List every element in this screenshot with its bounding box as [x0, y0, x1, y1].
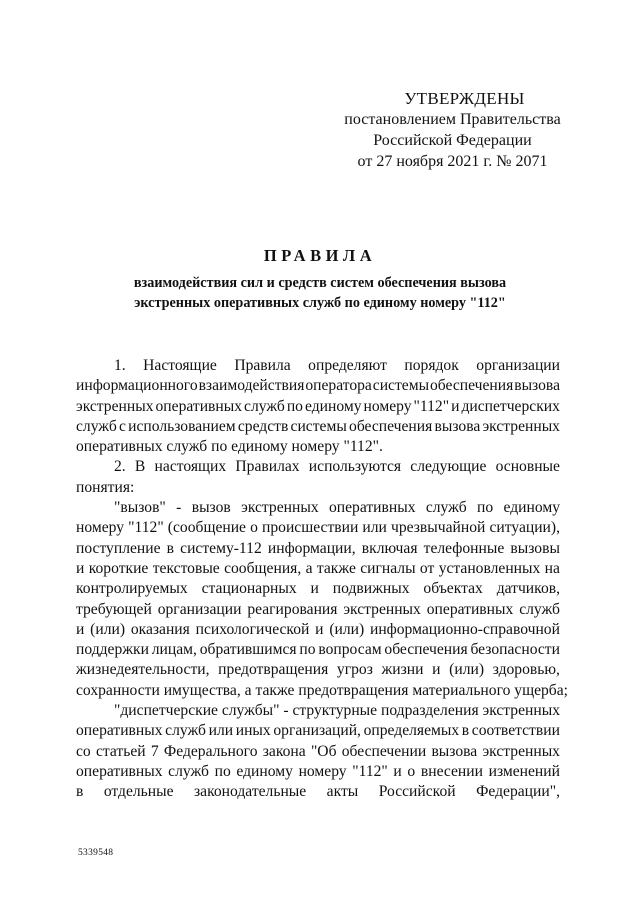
approval-block — [330, 88, 575, 172]
paragraph-line: оперативных служб или иных организаций, определяемых в соответствии — [76, 722, 560, 740]
approval-heading: УТВЕРЖДЕНЫ — [404, 89, 525, 108]
paragraph-line: и короткие текстовые сообщения, а также сигналы от установленных на — [76, 559, 560, 577]
paragraph-line: сохранности имущества, а также предотвращения материального ущерба; — [76, 681, 568, 699]
paragraph-line: требующей организации реагирования экстренных оперативных служб — [76, 600, 560, 618]
approval-date-line: от 27 ноября 2021 г. № 2071 — [357, 153, 548, 170]
paragraph-line: 2. В настоящих Правилах используются следующие основные — [114, 458, 560, 476]
paragraph-line: информационного взаимодействия оператора системы обеспечения вызова — [76, 377, 560, 395]
paragraph — [76, 701, 560, 802]
paragraph-line: со статьей 7 Федерального закона "Об обеспечении вызова экстренных — [76, 742, 560, 760]
paragraph-line: 1. Настоящие Правила определяют порядок организации — [114, 357, 560, 374]
paragraph-line: оперативных служб по единому номеру "112" и о внесении изменений — [76, 762, 560, 780]
paragraph — [76, 457, 560, 498]
paragraph-line: оперативных служб по единому номеру "112". — [76, 438, 383, 456]
subtitle-line: взаимодействия сил и средств систем обеспечения вызова — [133, 275, 507, 291]
paragraph — [76, 356, 560, 457]
paragraph-line: поддержки лицам, обратившимся по вопросам обеспечения безопасности — [76, 641, 560, 659]
paragraph — [76, 498, 568, 701]
paragraph-line: номеру "112" (сообщение о происшествии или чрезвычайной ситуации), — [76, 519, 560, 537]
document-body — [76, 356, 568, 803]
document-subtitle — [80, 273, 560, 313]
paragraph-line: поступление в систему-112 информации, включая телефонные вызовы — [76, 539, 560, 557]
paragraph-line: "диспетчерские службы" - структурные подразделения экстренных — [114, 702, 560, 720]
paragraph-line: и (или) оказания психологической и (или) информационно-справочной — [76, 620, 560, 638]
approval-line: постановлением Правительства — [344, 111, 561, 128]
paragraph-line: "вызов" - вызов экстренных оперативных служб по единому — [114, 499, 560, 517]
approval-line: Российской Федерации — [373, 132, 532, 149]
paragraph-line: понятия: — [76, 478, 135, 496]
paragraph-line: жизнедеятельности, предотвращения угроз жизни и (или) здоровью, — [76, 661, 560, 679]
document-title: ПРАВИЛА — [263, 246, 377, 265]
paragraph-line: экстренных оперативных служб по единому номеру "112" и диспетчерских — [76, 397, 560, 415]
paragraph-line: в отдельные законодательные акты Российской Федерации", — [76, 783, 560, 801]
paragraph-line: служб с использованием средств системы обеспечения вызова экстренных — [76, 417, 560, 435]
document-code: 5339548 — [78, 848, 114, 858]
subtitle-line: экстренных оперативных служб по единому номеру "112" — [134, 295, 506, 311]
paragraph-line: контролируемых стационарных и подвижных объектах датчиков, — [76, 580, 560, 598]
